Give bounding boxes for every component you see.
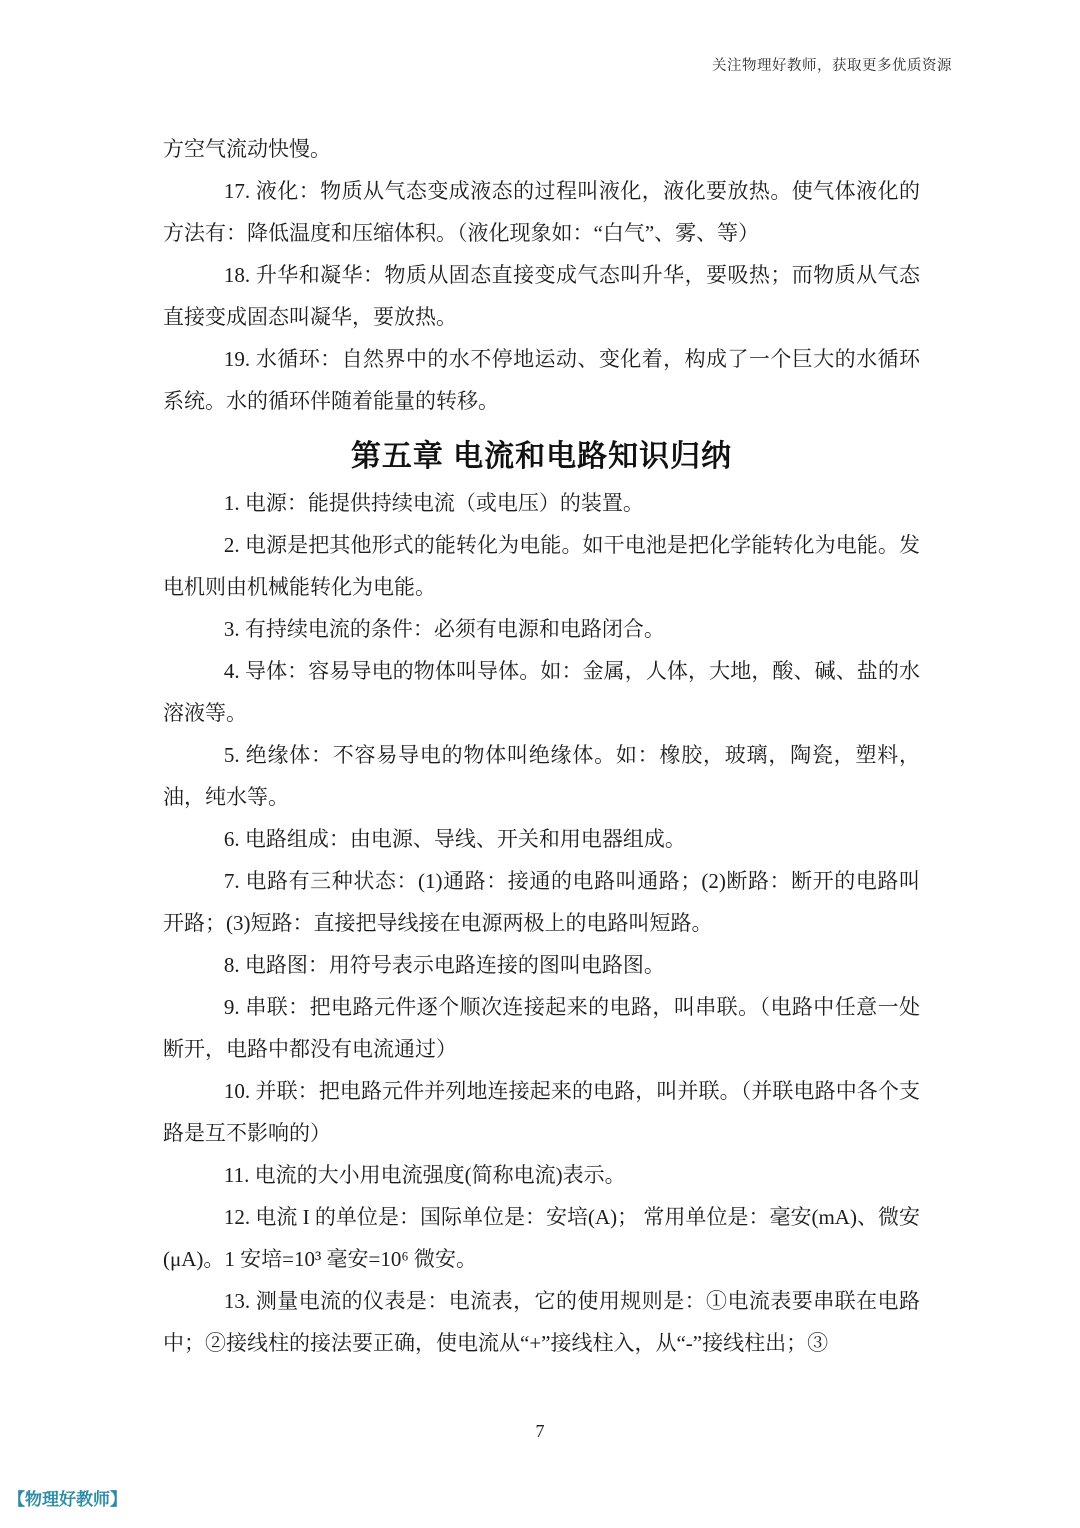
paragraph-item-18: 18. 升华和凝华：物质从固态直接变成气态叫升华，要吸热；而物质从气态直接变成固态叫凝华，要放热。 (163, 263, 920, 329)
document-body (163, 128, 920, 1364)
paragraph-item-2: 2. 电源是把其他形式的能转化为电能。如干电池是把化学能转化为电能。发电机则由机械能转化为电能。 (163, 533, 920, 599)
header-promo-text: 关注物理好教师，获取更多优质资源 (712, 58, 952, 74)
paragraph-item-13: 13. 测量电流的仪表是：电流表，它的使用规则是：①电流表要串联在电路中；②接线柱的接法要正确，使电流从“+”接线柱入，从“-”接线柱出；③ (163, 1289, 920, 1355)
chapter-heading: 第五章 电流和电路知识归纳 (350, 440, 733, 473)
footer-brand: 【物理好教师】 (8, 1490, 127, 1509)
paragraph-item-7: 7. 电路有三种状态：(1)通路：接通的电路叫通路；(2)断路：断开的电路叫开路；(3)短路：直接把导线接在电源两极上的电路叫短路。 (163, 869, 920, 935)
paragraph-item-5: 5. 绝缘体：不容易导电的物体叫绝缘体。如：橡胶，玻璃，陶瓷，塑料，油，纯水等。 (163, 743, 920, 809)
paragraph-item-4: 4. 导体：容易导电的物体叫导体。如：金属，人体，大地，酸、碱、盐的水溶液等。 (163, 659, 920, 725)
paragraph-item-3: 3. 有持续电流的条件：必须有电源和电路闭合。 (223, 617, 665, 641)
paragraph-item-9: 9. 串联：把电路元件逐个顺次连接起来的电路，叫串联。（电路中任意一处断开，电路中都没有电流通过） (163, 995, 920, 1061)
page-number: 7 (535, 1421, 545, 1441)
paragraph-item-1: 1. 电源：能提供持续电流（或电压）的装置。 (223, 491, 644, 515)
paragraph-item-17: 17. 液化：物质从气态变成液态的过程叫液化，液化要放热。使气体液化的方法有：降低温度和压缩体积。（液化现象如：“白气”、雾、等） (163, 179, 920, 245)
paragraph-item-8: 8. 电路图：用符号表示电路连接的图叫电路图。 (223, 953, 665, 977)
paragraph-item-19: 19. 水循环：自然界中的水不停地运动、变化着，构成了一个巨大的水循环系统。水的循环伴随着能量的转移。 (163, 347, 920, 413)
paragraph-item-6: 6. 电路组成：由电源、导线、开关和用电器组成。 (223, 827, 686, 851)
paragraph-continuation: 方空气流动快慢。 (163, 137, 331, 161)
paragraph-item-10: 10. 并联：把电路元件并列地连接起来的电路，叫并联。（并联电路中各个支路是互不影响的） (163, 1079, 920, 1145)
paragraph-item-12: 12. 电流 I 的单位是：国际单位是：安培(A)； 常用单位是：毫安(mA)、微安(μA)。1 安培=10³ 毫安=10⁶ 微安。 (163, 1205, 920, 1271)
paragraph-item-11: 11. 电流的大小用电流强度(简称电流)表示。 (223, 1163, 626, 1187)
